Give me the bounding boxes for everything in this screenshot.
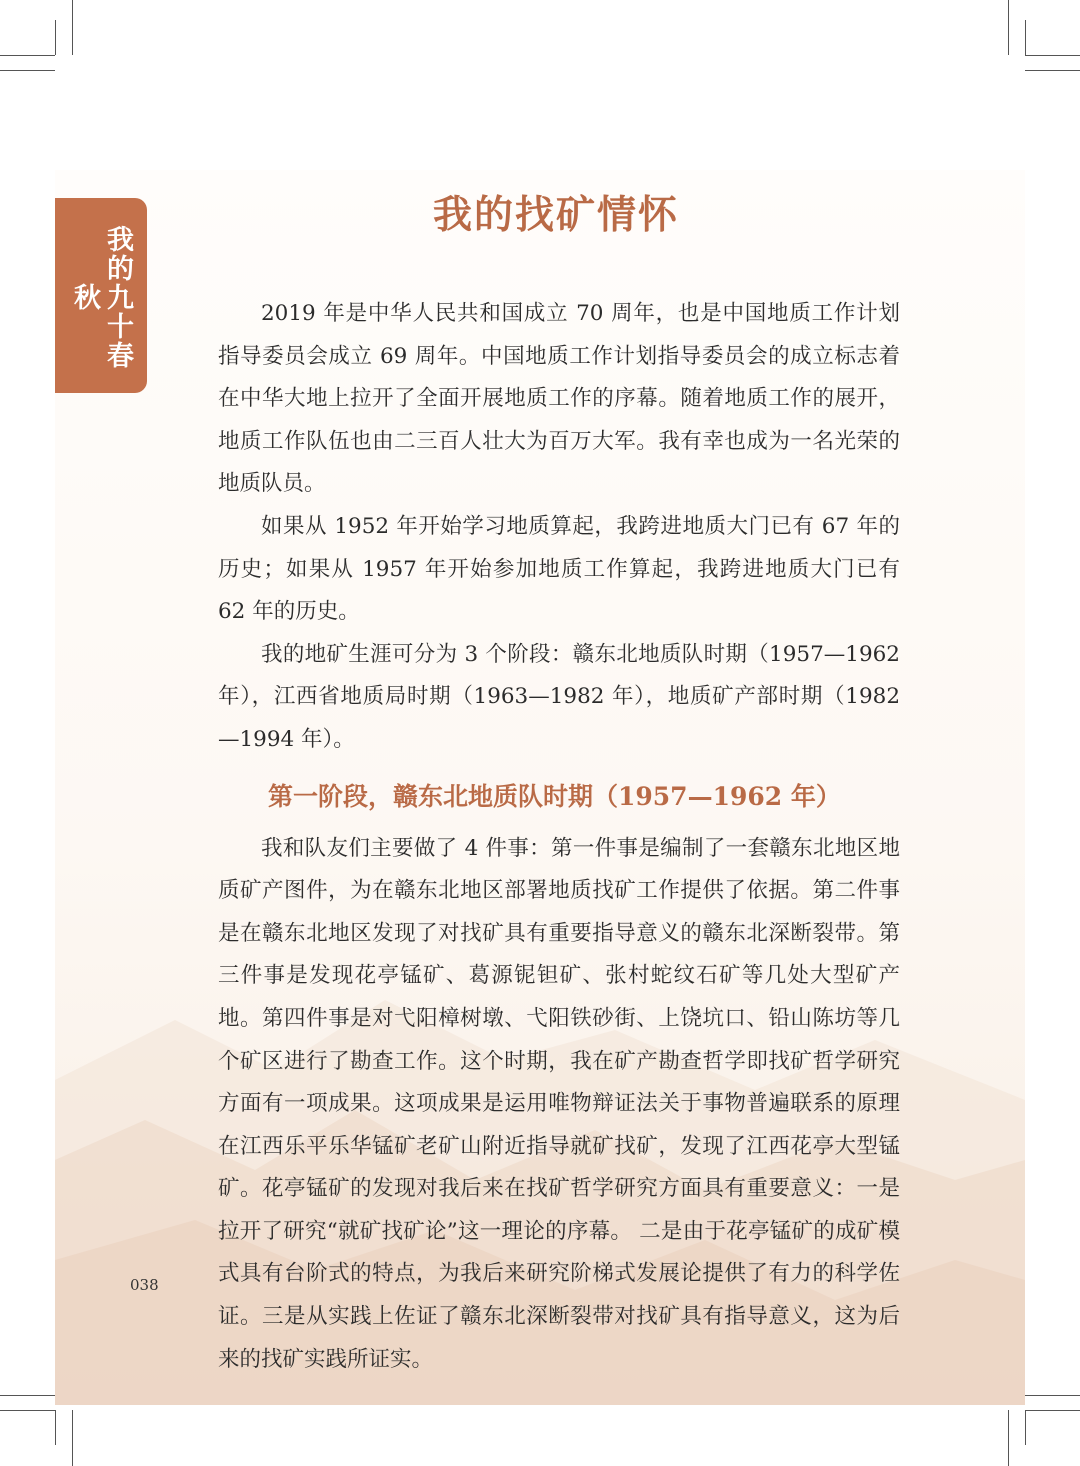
crop-mark [1025, 1410, 1080, 1411]
crop-mark [1025, 70, 1080, 71]
crop-mark [1025, 1395, 1080, 1396]
crop-mark [0, 1410, 55, 1411]
crop-mark [1025, 55, 1080, 56]
paragraph: 2019 年是中华人民共和国成立 70 周年，也是中国地质工作计划指导委员会成立 69 周年。中国地质工作计划指导委员会的成立标志着在中华大地上拉开了全面开展地质工作的序幕。随着地质工作的展开，地质工作队伍也由二三百人壮大为百万大军。我有幸也成为一名光荣的地质队员。 [218, 301, 900, 497]
crop-mark [55, 1410, 56, 1445]
section-heading: 第一阶段，赣东北地质队时期（1957—1962 年） [268, 781, 841, 811]
page-number: 038 [130, 1276, 159, 1294]
crop-mark [1025, 20, 1026, 55]
crop-mark [0, 55, 55, 56]
article-body [218, 293, 900, 1381]
crop-mark [1008, 1410, 1009, 1466]
crop-mark [1008, 0, 1009, 55]
crop-mark [0, 1395, 55, 1396]
side-tab-label: 我的九十春秋 [69, 224, 133, 370]
crop-mark [72, 1410, 73, 1466]
crop-mark [72, 0, 73, 55]
article-title: 我的找矿情怀 [432, 192, 679, 238]
crop-mark [0, 70, 55, 71]
section-paragraph: 我和队友们主要做了 4 件事：第一件事是编制了一套赣东北地区地质矿产图件，为在赣东北地区部署地质找矿工作提供了依据。第二件事是在赣东北地区发现了对找矿具有重要指导意义的赣东北深断裂带。第三件事是发现花亭锰矿、葛源铌钽矿、张村蛇纹石矿等几处大型矿产地。第四件事是对弋阳樟树墩、弋阳铁砂街、上饶坑口、铅山陈坊等几个矿区进行了勘查工作。这个时期，我在矿产勘查哲学即找矿哲学研究方面有一项成果。这项成果是运用唯物辩证法关于事物普遍联系的原理在江西乐平乐华锰矿老矿山附近指导就矿找矿，发现了江西花亭大型锰矿。花亭锰矿的发现对我后来在找矿哲学研究方面具有重要意义：一是拉开了研究“就矿找矿论”这一理论的序幕。 二是由于花亭锰矿的成矿模式具有台阶式的特点，为我后来研究阶梯式发展论提供了有力的科学佐证。三是从实践上佐证了赣东北深断裂带对找矿具有指导意义，这为后来的找矿实践所证实。 [218, 835, 900, 1372]
paragraph: 我的地矿生涯可分为 3 个阶段：赣东北地质队时期（1957—1962 年），江西省地质局时期（1963—1982 年），地质矿产部时期（1982—1994 年）。 [218, 641, 900, 752]
paragraph: 如果从 1952 年开始学习地质算起，我跨进地质大门已有 67 年的历史；如果从 1957 年开始参加地质工作算起，我跨进地质大门已有 62 年的历史。 [218, 513, 900, 625]
crop-mark [1025, 1410, 1026, 1445]
crop-mark [55, 20, 56, 55]
